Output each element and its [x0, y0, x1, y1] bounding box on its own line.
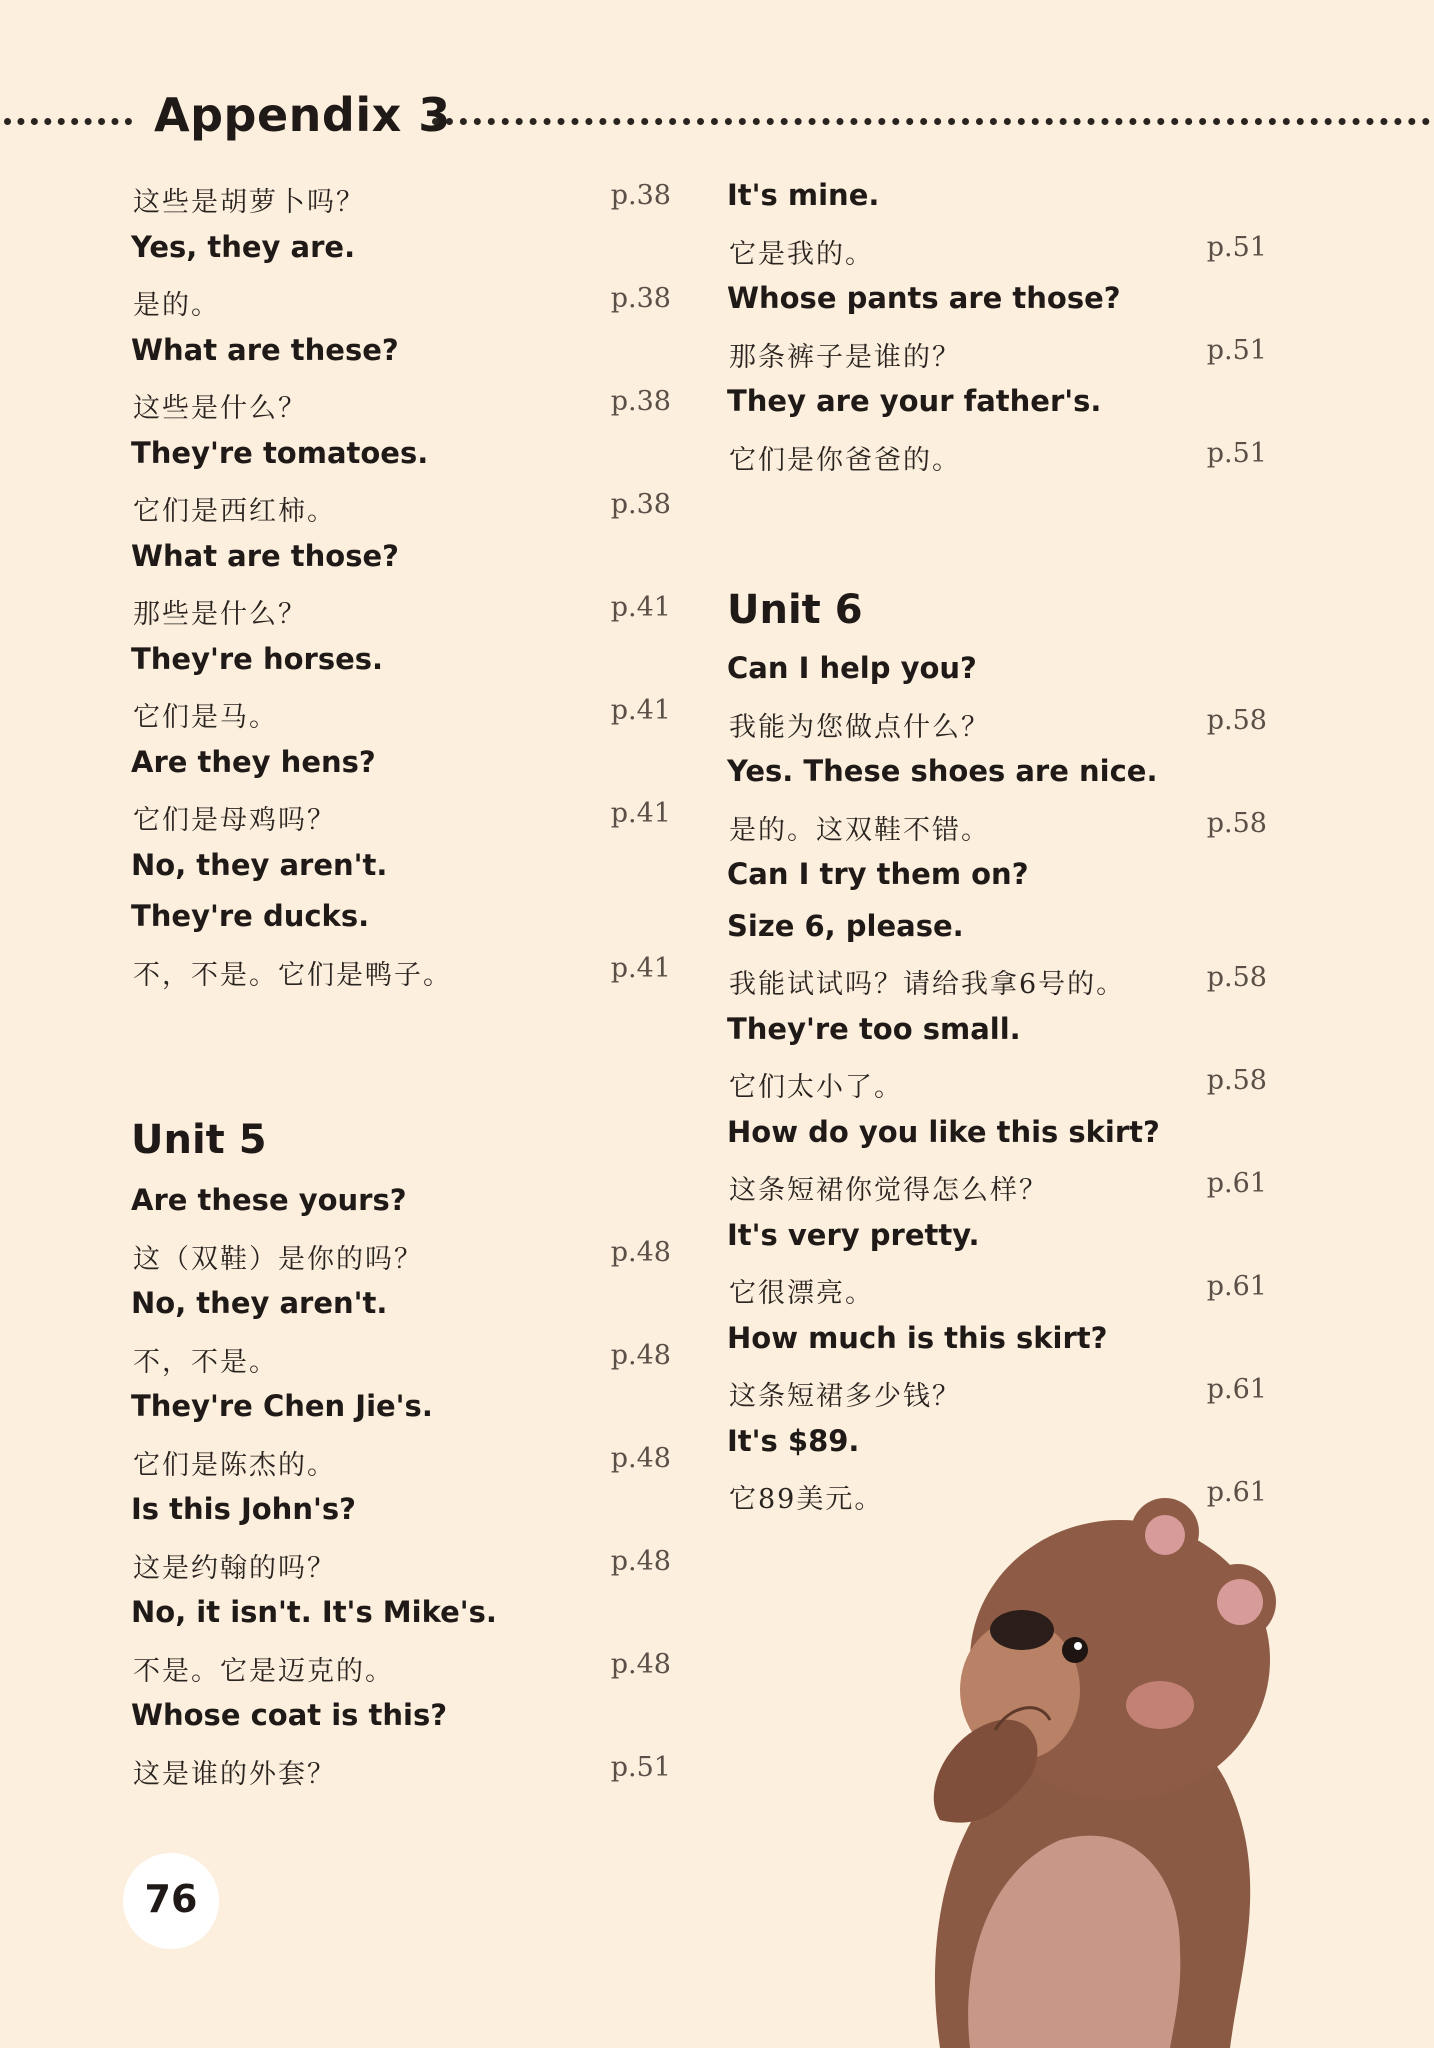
english-sentence: How much is this skirt?: [727, 1320, 1108, 1355]
english-sentence: Is this John's?: [131, 1492, 356, 1526]
sentence-row: [131, 1692, 671, 1744]
sentence-row: [727, 430, 1267, 482]
sentence-row: [131, 790, 671, 842]
sentence-row: [727, 1366, 1267, 1418]
english-sentence: What are those?: [131, 538, 399, 573]
sentence-row: [727, 1160, 1267, 1212]
page-reference: p.38: [610, 283, 671, 314]
page-reference: p.61: [1206, 1271, 1267, 1302]
chinese-translation: 它们太小了。: [729, 1072, 903, 1103]
unit6-title: Unit 6: [727, 587, 863, 633]
english-sentence: They're tomatoes.: [131, 435, 429, 470]
sentence-row: [727, 1006, 1267, 1058]
sentence-row: [131, 430, 671, 482]
sentence-row: [131, 1538, 671, 1590]
sentence-row: [131, 481, 671, 533]
sentence-row: [131, 1641, 671, 1693]
chinese-translation: 这些是什么？: [133, 393, 307, 424]
page-reference: p.38: [610, 489, 671, 520]
english-sentence: Size 6, please.: [727, 908, 964, 943]
chinese-translation: 这些是胡萝卜吗？: [133, 187, 365, 218]
english-sentence: Can I try them on?: [727, 857, 1029, 891]
unit5-sentence-list: [131, 1177, 671, 1795]
english-sentence: No, they aren't.: [131, 847, 388, 882]
english-sentence: Yes, they are.: [131, 229, 356, 264]
english-sentence: No, it isn't. It's Mike's.: [131, 1595, 497, 1629]
sentence-row: [131, 1280, 671, 1332]
english-sentence: Yes. These shoes are nice.: [727, 754, 1158, 788]
english-sentence: How do you like this skirt?: [727, 1114, 1160, 1149]
chinese-translation: 它很漂亮。: [729, 1278, 874, 1309]
english-sentence: It's mine.: [727, 178, 880, 212]
chinese-translation: 它们是陈杰的。: [133, 1449, 336, 1481]
page-reference: p.48: [610, 1236, 671, 1268]
page-reference: p.51: [610, 1751, 671, 1783]
page-reference: p.61: [1206, 1374, 1267, 1405]
sentence-row: [131, 842, 671, 894]
chinese-translation: 这（双鞋）是你的吗？: [133, 1243, 423, 1275]
sentence-row: [727, 1212, 1267, 1264]
sentence-row: [727, 954, 1267, 1006]
page-reference: p.61: [1206, 1168, 1267, 1199]
sentence-row: [727, 1263, 1267, 1315]
page-reference: p.48: [610, 1545, 671, 1577]
page-reference: p.58: [1206, 962, 1267, 993]
unit5-section: [131, 1117, 671, 1795]
page-reference: p.51: [1206, 231, 1267, 263]
sentence-row: [131, 327, 671, 379]
chinese-translation: 这条短裙多少钱？: [729, 1381, 961, 1412]
page-reference: p.38: [610, 180, 671, 211]
chinese-translation: 这条短裙你觉得怎么样？: [729, 1175, 1048, 1206]
chinese-translation: 我能为您做点什么？: [729, 711, 990, 743]
sentence-row: [131, 739, 671, 791]
page-reference: p.51: [1206, 334, 1267, 366]
sentence-row: [727, 1315, 1267, 1367]
sentence-row: [131, 945, 671, 997]
appendix-header: [0, 88, 1434, 148]
chinese-translation: 那些是什么？: [133, 599, 307, 630]
sentence-row: [727, 645, 1267, 697]
page-reference: p.41: [610, 695, 671, 726]
right-column: [727, 172, 1267, 1521]
chinese-translation: 不，不是。它们是鸭子。: [133, 959, 452, 991]
sentence-row: [131, 636, 671, 688]
sentence-row: [727, 851, 1267, 903]
sentence-row: [131, 224, 671, 276]
chinese-translation: 它89美元。: [729, 1484, 884, 1515]
page-reference: p.41: [610, 798, 671, 829]
page-reference: p.48: [610, 1442, 671, 1474]
sentence-row: [131, 533, 671, 585]
chinese-translation: 不是。它是迈克的。: [133, 1655, 394, 1687]
sentence-row: [131, 1332, 671, 1384]
unit5-title: Unit 5: [131, 1117, 267, 1163]
sentence-row: [727, 327, 1267, 379]
chinese-translation: 我能试试吗？请给我拿6号的。: [729, 969, 1126, 1000]
left-sentence-list: [131, 172, 671, 996]
sentence-row: [727, 1418, 1267, 1470]
page-reference: p.58: [1206, 1065, 1267, 1096]
sentence-row: [727, 800, 1267, 852]
english-sentence: They're horses.: [131, 641, 384, 676]
sentence-row: [727, 748, 1267, 800]
left-column: [131, 172, 671, 1795]
english-sentence: Can I help you?: [727, 651, 977, 685]
sentence-row: [727, 275, 1267, 327]
dotted-rule-left: [4, 118, 132, 125]
english-sentence: It's $89.: [727, 1423, 860, 1458]
sentence-row: [727, 697, 1267, 749]
sentence-row: [131, 687, 671, 739]
chinese-translation: 它们是母鸡吗？: [133, 805, 336, 836]
english-sentence: They're ducks.: [131, 899, 370, 933]
page-reference: p.51: [1206, 437, 1267, 469]
chinese-translation: 它们是马。: [133, 702, 278, 733]
sentence-row: [131, 1177, 671, 1229]
english-sentence: Are these yours?: [131, 1183, 407, 1217]
page-reference: p.41: [610, 952, 671, 984]
english-sentence: Are they hens?: [131, 744, 376, 779]
sentence-row: [131, 1435, 671, 1487]
sentence-row: [131, 1486, 671, 1538]
sentence-row: [131, 1744, 671, 1796]
page-reference: p.48: [610, 1339, 671, 1371]
chinese-translation: 不，不是。: [133, 1346, 278, 1378]
sentence-row: [131, 378, 671, 430]
chinese-translation: 那条裤子是谁的？: [729, 341, 961, 373]
sentence-row: [131, 1589, 671, 1641]
dotted-rule-right: [432, 118, 1430, 125]
english-sentence: Whose coat is this?: [131, 1698, 448, 1732]
unit6-sentence-list: [727, 645, 1267, 1521]
page-reference: p.38: [610, 386, 671, 417]
sentence-row: [727, 1057, 1267, 1109]
appendix-title: Appendix 3: [154, 88, 451, 142]
sentence-row: [131, 172, 671, 224]
page-reference: p.58: [1206, 807, 1267, 839]
right-sentence-list: [727, 172, 1267, 481]
sentence-row: [131, 275, 671, 327]
sentence-row: [727, 378, 1267, 430]
sentence-row: [131, 893, 671, 945]
page-reference: p.58: [1206, 704, 1267, 736]
chinese-translation: 它是我的。: [729, 238, 874, 270]
page-number-badge: [123, 1853, 219, 1949]
sentence-row: [727, 224, 1267, 276]
sentence-row: [727, 1109, 1267, 1161]
bear-illustration: [900, 1490, 1434, 2048]
chinese-translation: 它们是你爸爸的。: [729, 444, 961, 476]
page-reference: p.41: [610, 592, 671, 623]
page-reference: p.61: [1206, 1477, 1267, 1508]
english-sentence: No, they aren't.: [131, 1286, 388, 1320]
chinese-translation: 它们是西红柿。: [133, 496, 336, 527]
chinese-translation: 是的。: [133, 290, 220, 321]
english-sentence: It's very pretty.: [727, 1217, 980, 1252]
sentence-row: [131, 1383, 671, 1435]
english-sentence: Whose pants are those?: [727, 281, 1121, 315]
english-sentence: They're too small.: [727, 1011, 1021, 1046]
unit6-section: [727, 587, 1267, 1521]
sentence-row: [727, 172, 1267, 224]
chinese-translation: 这是谁的外套？: [133, 1758, 336, 1790]
english-sentence: They are your father's.: [727, 384, 1102, 418]
english-sentence: They're Chen Jie's.: [131, 1389, 433, 1423]
page-number: 76: [144, 1877, 198, 1921]
english-sentence: What are these?: [131, 332, 399, 367]
sentence-row: [131, 584, 671, 636]
chinese-translation: 这是约翰的吗？: [133, 1552, 336, 1584]
sentence-row: [727, 903, 1267, 955]
chinese-translation: 是的。这双鞋不错。: [729, 814, 990, 846]
page-reference: p.48: [610, 1648, 671, 1680]
sentence-row: [131, 1229, 671, 1281]
